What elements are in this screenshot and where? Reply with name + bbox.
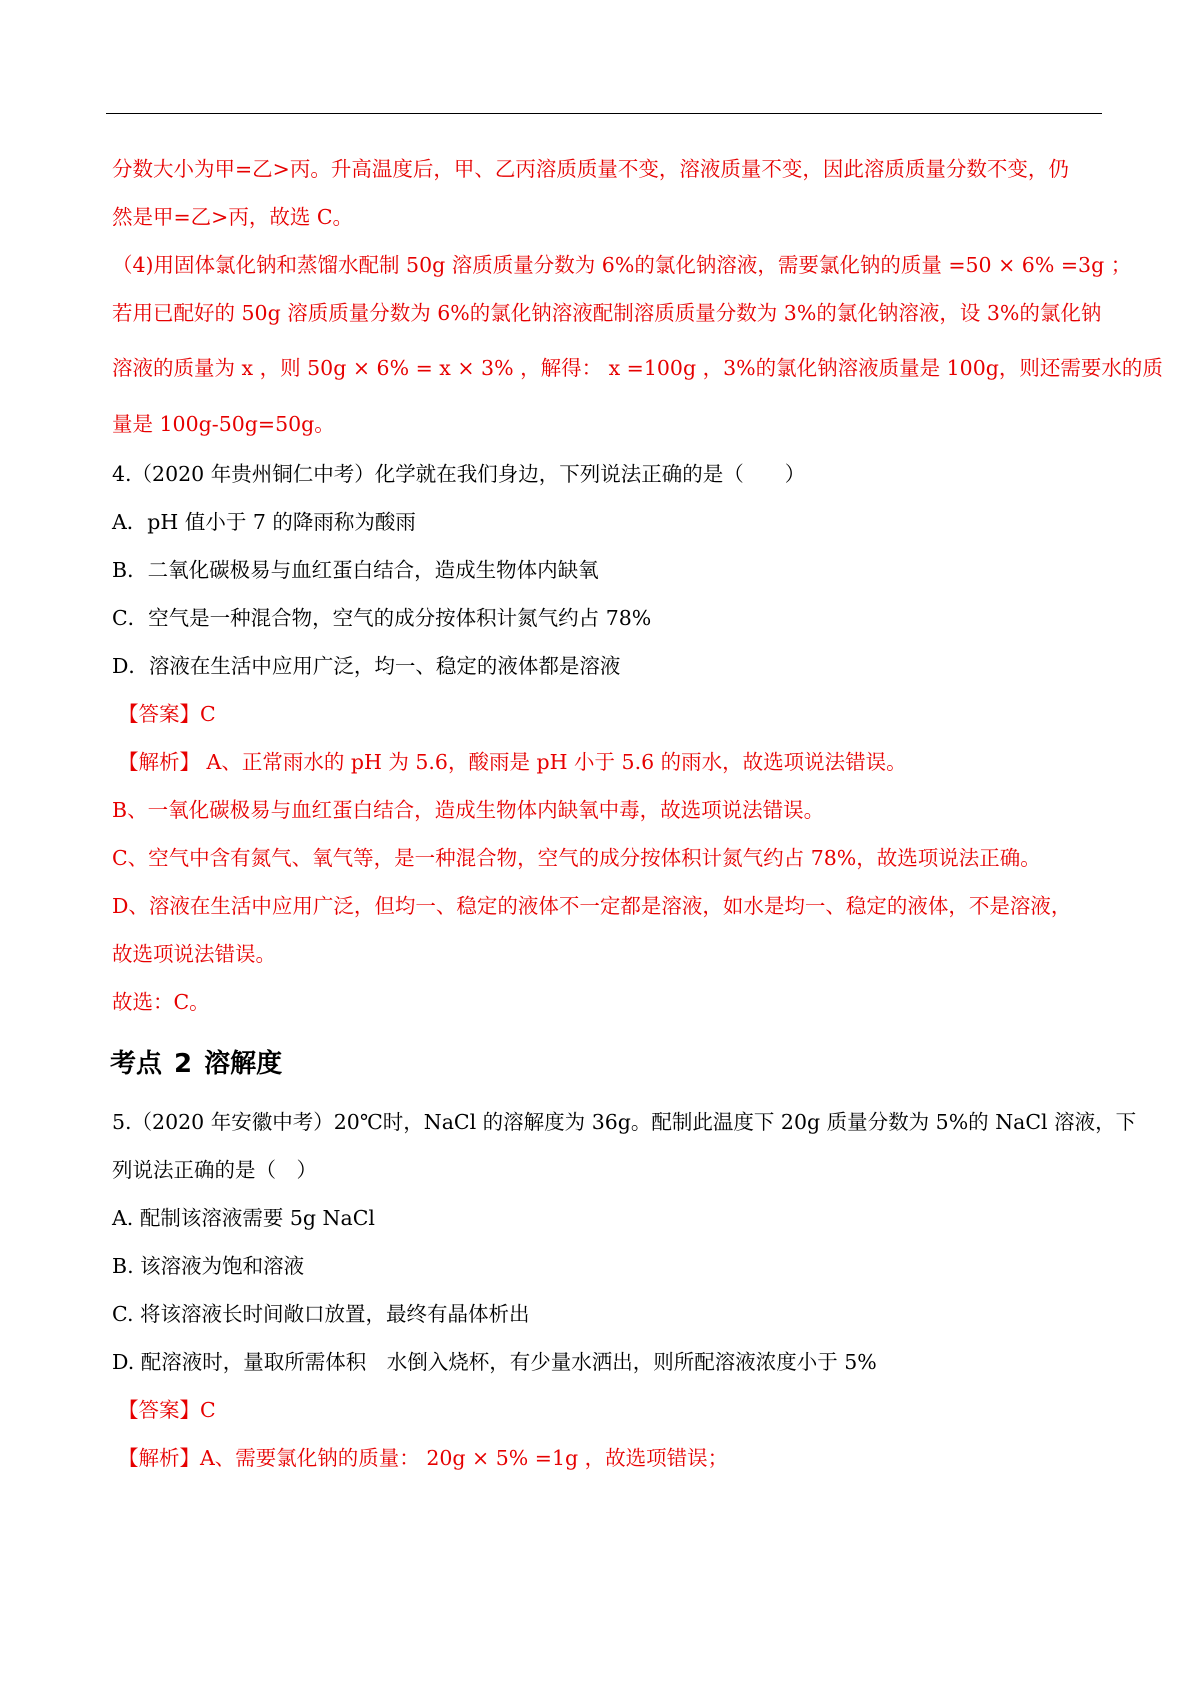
header-rule — [106, 113, 1102, 114]
question-5-option-d: D. 配溶液时，量取所需体积 水倒入烧杯，有少量水洒出，则所配溶液浓度小于 5% — [112, 1350, 877, 1374]
analysis-line: 量是 100g-50g=50g。 — [112, 412, 335, 436]
section-number: 2 — [174, 1049, 193, 1079]
question-5-stem: 5.（2020 年安徽中考）20℃时，NaCl 的溶解度为 36g。配制此温度下 20g 质量分数为 5%的 NaCl 溶液，下 — [112, 1110, 1137, 1134]
question-4-analysis-d: D、溶液在生活中应用广泛，但均一、稳定的液体不一定都是溶液，如水是均一、稳定的液体，不是溶液， — [112, 894, 1072, 918]
analysis-line: （4)用固体氯化钠和蒸馏水配制 50g 溶质质量分数为 6%的氯化钠溶液，需要氯化钠的质量 =50 × 6% =3g ； — [112, 253, 1132, 277]
analysis-line: 然是甲=乙>丙，故选 C。 — [112, 205, 354, 229]
analysis-line: 若用已配好的 50g 溶质质量分数为 6%的氯化钠溶液配制溶质质量分数为 3%的氯化钠溶液，设 3%的氯化钠 — [112, 301, 1102, 325]
question-4-analysis: 【解析】 A、正常雨水的 pH 为 5.6，酸雨是 pH 小于 5.6 的雨水，故选项说法错误。 — [118, 750, 907, 774]
question-5-option-a: A. 配制该溶液需要 5g NaCl — [112, 1206, 375, 1230]
question-4-option-c: C．空气是一种混合物，空气的成分按体积计氮气约占 78% — [112, 606, 652, 630]
question-5-answer: 【答案】C — [118, 1398, 216, 1422]
question-4-conclusion: 故选：C。 — [112, 990, 210, 1014]
analysis-line: 分数大小为甲=乙>丙。升高温度后，甲、乙丙溶质质量不变，溶液质量不变，因此溶质质量分数不变，仍 — [112, 157, 1069, 181]
question-4-option-d: D．溶液在生活中应用广泛，均一、稳定的液体都是溶液 — [112, 654, 621, 678]
section-heading — [110, 1047, 282, 1081]
section-title: 溶解度 — [204, 1049, 283, 1079]
question-4-analysis-b: B、一氧化碳极易与血红蛋白结合，造成生物体内缺氧中毒，故选项说法错误。 — [112, 798, 825, 822]
question-4-option-b: B．二氧化碳极易与血红蛋白结合，造成生物体内缺氧 — [112, 558, 599, 582]
question-5-stem-cont: 列说法正确的是（ ） — [112, 1158, 317, 1182]
question-4-analysis-d-cont: 故选项说法错误。 — [112, 942, 276, 966]
question-4-answer: 【答案】C — [118, 702, 216, 726]
question-4-stem: 4.（2020 年贵州铜仁中考）化学就在我们身边，下列说法正确的是（ ） — [112, 462, 806, 486]
question-5-option-b: B. 该溶液为饱和溶液 — [112, 1254, 305, 1278]
question-5-option-c: C. 将该溶液长时间敞口放置，最终有晶体析出 — [112, 1302, 530, 1326]
analysis-line: 溶液的质量为 x ，则 50g × 6% = x × 3% ，解得： x =100g ，3%的氯化钠溶液质量是 100g，则还需要水的质 — [112, 356, 1163, 380]
question-5-analysis: 【解析】A、需要氯化钠的质量： 20g × 5% =1g ，故选项错误； — [118, 1446, 729, 1470]
question-4-option-a: A．pH 值小于 7 的降雨称为酸雨 — [112, 510, 416, 534]
section-prefix: 考点 — [110, 1049, 163, 1079]
question-4-analysis-c: C、空气中含有氮气、氧气等，是一种混合物，空气的成分按体积计氮气约占 78%，故选项说法正确。 — [112, 846, 1041, 870]
